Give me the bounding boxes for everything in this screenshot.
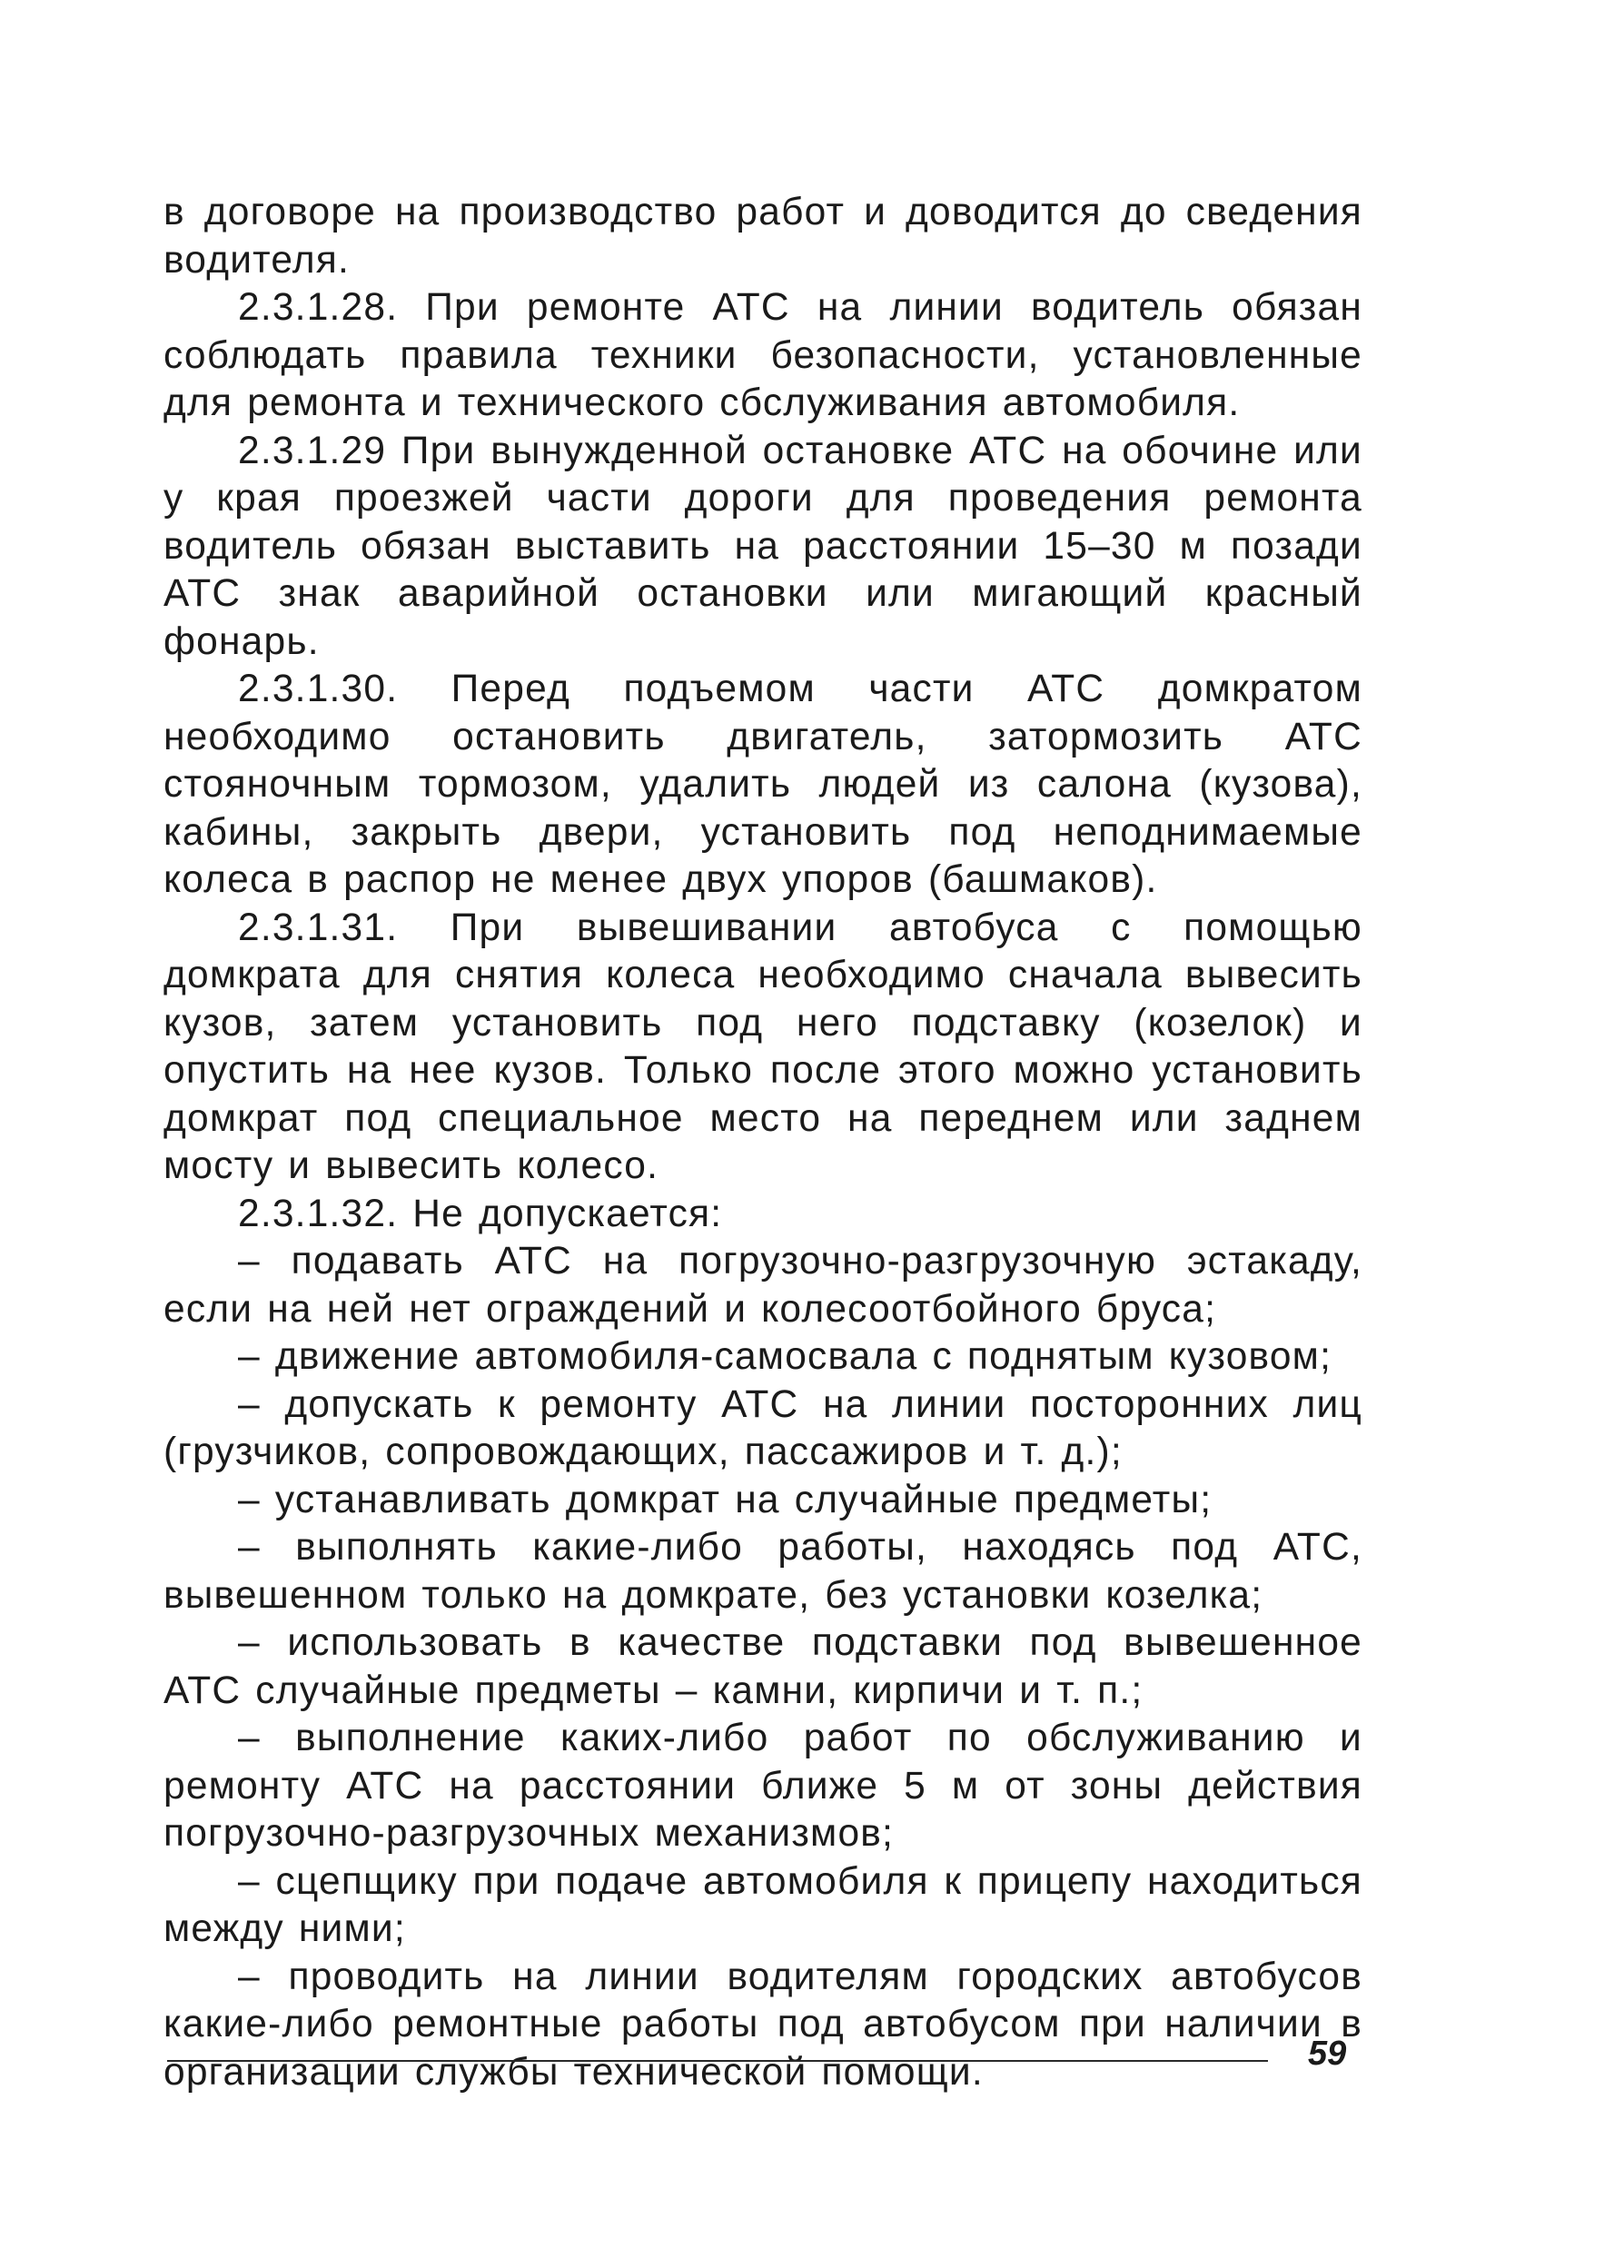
list-item: – проводить на линии водителям городских автобусов какие-либо ремонтные работы под автобусом при наличии в организации службы технической помощи.	[163, 1955, 1362, 2094]
list-item: – выполнять какие-либо работы, находясь под АТС, вывешенном только на домкрате, без установки козелка;	[163, 1526, 1362, 1617]
paragraph-2-3-1-28: 2.3.1.28. При ремонте АТС на линии водитель обязан соблюдать правила техники безопасности, установленные для ремонта и технического сбслуживания автомобиля.	[163, 286, 1362, 424]
list-item: – устанавливать домкрат на случайные предметы;	[238, 1478, 1213, 1521]
paragraph-2-3-1-32: 2.3.1.32. Не допускается:	[238, 1192, 723, 1235]
page-number: 59	[1308, 2035, 1347, 2073]
footer-divider	[167, 2060, 1268, 2062]
body-text	[163, 189, 1362, 2096]
paragraph-2-3-1-29: 2.3.1.29 При вынужденной остановке АТС на обочине или у края проезжей части дороги для проведения ремонта водитель обязан выставить на расстоянии 15–30 м позади АТС знак аварийной остановки или мигающий красный фонарь.	[163, 429, 1362, 663]
list-item: – выполнение каких-либо работ по обслуживанию и ремонту АТС на расстоянии ближе 5 м от зоны действия погрузочно-разгрузочных механизмов;	[163, 1717, 1362, 1855]
list-item: – сцепщику при подаче автомобиля к прицепу находиться между ними;	[163, 1859, 1362, 1950]
paragraph-continuation: в договоре на производство работ и доводится до сведения водителя.	[163, 191, 1362, 282]
list-item: – использовать в качестве подставки под вывешенное АТС случайные предметы – камни, кирпичи и т. п.;	[163, 1621, 1362, 1712]
paragraph-2-3-1-30: 2.3.1.30. Перед подъемом части АТС домкратом необходимо остановить двигатель, затормозить АТС стояночным тормозом, удалить людей из салона (кузова), кабины, закрыть двери, установить под неподнимаемые колеса в распор не менее двух упоров (башмаков).	[163, 668, 1362, 901]
list-item: – движение автомобиля-самосвала с поднятым кузовом;	[238, 1335, 1332, 1378]
list-item: – допускать к ремонту АТС на линии посторонних лиц (грузчиков, сопровождающих, пассажиров и т. д.);	[163, 1382, 1362, 1473]
paragraph-2-3-1-31: 2.3.1.31. При вывешивании автобуса с помощью домкрата для снятия колеса необходимо сначала вывесить кузов, затем установить под него подставку (козелок) и опустить на нее кузов. Только после этого можно установить домкрат под специальное место на переднем или заднем мосту и вывесить колесо.	[163, 906, 1362, 1187]
list-item: – подавать АТС на погрузочно-разгрузочную эстакаду, если на ней нет ограждений и колесоотбойного бруса;	[163, 1240, 1362, 1331]
